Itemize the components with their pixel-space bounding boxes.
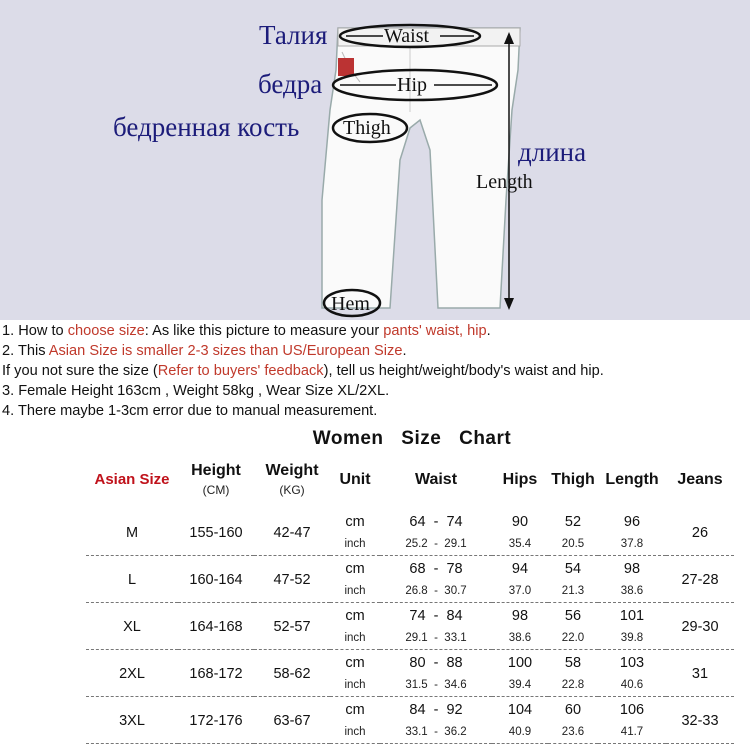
hips-cell: 38.6 (492, 627, 548, 650)
note-line-3 (2, 361, 748, 381)
jeans-cell: 26 (666, 509, 734, 556)
unit-cell: cm (345, 702, 365, 718)
length-label-ru: длина (518, 137, 587, 167)
length-cell: 38.6 (598, 580, 666, 603)
note-line-5: 4. There maybe 1-3cm error due to manual measurement. (2, 403, 378, 419)
waist-label-en: Waist (384, 25, 430, 47)
thigh-label-ru: бедренная кость (113, 112, 300, 142)
header-weight-unit: (KG) (279, 483, 305, 498)
thigh-label-en: Thigh (343, 117, 391, 139)
size-cell: 2XL (86, 650, 178, 697)
size-table-container (86, 451, 734, 744)
header-height (178, 451, 254, 509)
length-cell: 106 (619, 702, 645, 718)
header-asian-size: Asian Size (94, 471, 170, 489)
header-hips: Hips (502, 470, 538, 488)
pants-illustration (0, 0, 750, 320)
note-text: . (486, 323, 491, 339)
length-cell: 103 (619, 655, 645, 671)
waist-cell: 68 - 78 (409, 561, 463, 577)
header-height-unit: (CM) (202, 483, 230, 498)
hips-cell: 90 (511, 514, 529, 530)
unit-cell: cm (345, 655, 365, 671)
hips-cell: 94 (511, 561, 529, 577)
unit-cell: inch (330, 674, 380, 697)
waist-label-ru: Талия (259, 20, 328, 50)
header-waist: Waist (414, 470, 458, 488)
hem-label-en: Hem (331, 293, 370, 315)
size-notes (2, 321, 748, 421)
waist-cell: 80 - 88 (409, 655, 463, 671)
thigh-cell: 22.8 (548, 674, 598, 697)
thigh-cell: 52 (564, 514, 582, 530)
note-text: ), tell us height/weight/body's waist and hip. (323, 363, 604, 379)
header-unit: Unit (339, 470, 371, 488)
table-row (86, 650, 734, 675)
unit-cell: inch (330, 580, 380, 603)
jeans-cell: 32-33 (666, 697, 734, 744)
header-thigh: Thigh (551, 470, 595, 488)
table-row (86, 603, 734, 628)
weight-cell: 52-57 (254, 603, 330, 650)
unit-cell: inch (330, 533, 380, 556)
length-cell: 98 (623, 561, 641, 577)
hips-cell: 37.0 (492, 580, 548, 603)
pants-drawing (0, 0, 750, 320)
table-row (86, 509, 734, 533)
unit-cell: cm (345, 608, 365, 624)
table-header-row (86, 451, 734, 509)
hip-label-ru: бедра (258, 69, 323, 99)
note-text: . (402, 343, 407, 359)
height-cell: 164-168 (178, 603, 254, 650)
thigh-cell: 60 (564, 702, 582, 718)
waist-cell: 29.1 - 33.1 (380, 627, 492, 650)
size-cell: M (86, 509, 178, 556)
note-highlight: Refer to buyers' feedback (157, 363, 324, 379)
length-label-en: Length (476, 171, 533, 193)
jeans-cell: 27-28 (666, 556, 734, 603)
thigh-cell: 58 (564, 655, 582, 671)
waist-cell: 84 - 92 (409, 702, 463, 718)
header-jeans: Jeans (677, 470, 723, 488)
header-weight (254, 451, 330, 509)
waist-cell: 33.1 - 36.2 (380, 721, 492, 744)
waist-cell: 26.8 - 30.7 (380, 580, 492, 603)
note-text: If you not sure the size ( (2, 363, 158, 379)
size-cell: L (86, 556, 178, 603)
header-weight-label: Weight (265, 462, 319, 480)
title-word: Chart (459, 428, 512, 449)
note-text: 2. This (2, 343, 49, 359)
title-word: Size (401, 428, 442, 449)
thigh-cell: 54 (564, 561, 582, 577)
jeans-cell: 29-30 (666, 603, 734, 650)
waist-cell: 64 - 74 (409, 514, 463, 530)
weight-cell: 47-52 (254, 556, 330, 603)
length-cell: 96 (623, 514, 641, 530)
size-table-body (86, 509, 734, 744)
length-cell: 101 (619, 608, 645, 624)
waist-cell: 25.2 - 29.1 (380, 533, 492, 556)
size-cell: 3XL (86, 697, 178, 744)
height-cell: 160-164 (178, 556, 254, 603)
height-cell: 155-160 (178, 509, 254, 556)
unit-cell: inch (330, 627, 380, 650)
thigh-cell: 22.0 (548, 627, 598, 650)
hips-cell: 40.9 (492, 721, 548, 744)
jeans-cell: 31 (666, 650, 734, 697)
note-highlight: pants' waist, hip (383, 323, 487, 339)
note-highlight: choose size (67, 323, 145, 339)
note-highlight: Asian Size is smaller 2-3 sizes than US/European Size (48, 343, 403, 359)
thigh-cell: 23.6 (548, 721, 598, 744)
length-cell: 39.8 (598, 627, 666, 650)
brand-tag-icon (338, 58, 354, 76)
note-text: : As like this picture to measure your (144, 323, 384, 339)
chart-title (0, 428, 750, 450)
hips-cell: 35.4 (492, 533, 548, 556)
waist-cell: 74 - 84 (409, 608, 463, 624)
header-height-label: Height (191, 462, 241, 480)
height-cell: 168-172 (178, 650, 254, 697)
note-line-4: 3. Female Height 163cm , Weight 58kg , Wear Size XL/2XL. (2, 383, 390, 399)
length-cell: 37.8 (598, 533, 666, 556)
hip-label-en: Hip (397, 74, 427, 96)
height-cell: 172-176 (178, 697, 254, 744)
length-cell: 40.6 (598, 674, 666, 697)
waist-cell: 31.5 - 34.6 (380, 674, 492, 697)
unit-cell: cm (345, 561, 365, 577)
table-row (86, 697, 734, 722)
note-line-2 (2, 341, 748, 361)
note-line-1 (2, 321, 748, 341)
hips-cell: 104 (507, 702, 533, 718)
weight-cell: 42-47 (254, 509, 330, 556)
size-table (86, 451, 734, 744)
hips-cell: 98 (511, 608, 529, 624)
weight-cell: 58-62 (254, 650, 330, 697)
unit-cell: inch (330, 721, 380, 744)
thigh-cell: 56 (564, 608, 582, 624)
size-cell: XL (86, 603, 178, 650)
length-cell: 41.7 (598, 721, 666, 744)
unit-cell: cm (345, 514, 365, 530)
thigh-cell: 21.3 (548, 580, 598, 603)
note-text: 1. How to (2, 323, 68, 339)
title-word: Women (312, 428, 384, 449)
thigh-cell: 20.5 (548, 533, 598, 556)
header-length: Length (605, 470, 659, 488)
weight-cell: 63-67 (254, 697, 330, 744)
hips-cell: 39.4 (492, 674, 548, 697)
hips-cell: 100 (507, 655, 533, 671)
table-row (86, 556, 734, 581)
